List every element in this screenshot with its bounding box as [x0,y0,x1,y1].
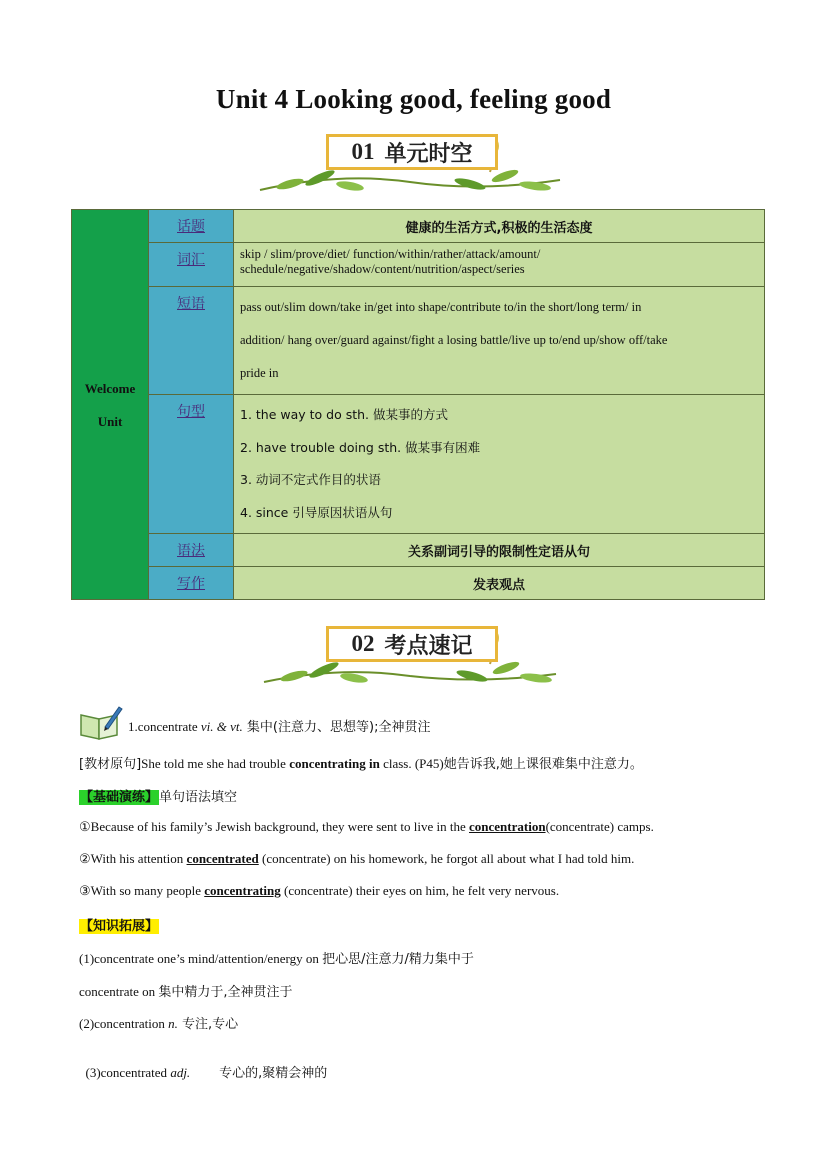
exercise-text: ②With his attention [79,851,187,866]
practice-heading [79,786,237,805]
banner-number: 02 [351,631,375,656]
entry-word: 1.concentrate [128,719,201,734]
entry-meaning: 集中(注意力、思想等);全神贯注 [242,720,431,735]
banner-text: 单元时空 [384,141,473,167]
expansion-meaning: 专注,专心 [177,1017,239,1032]
expansion-phrase: concentrate on [79,984,159,999]
row-content-vocabulary [234,243,765,287]
section-banner-key-points [250,624,570,692]
document-title: Unit 4 Looking good, feeling good [215,84,612,114]
phrase-line: pride in [240,366,279,380]
row-label-topic: 话题 [149,210,234,243]
entry-heading [128,716,430,735]
expansion-part-of-speech: n. [168,1016,178,1031]
expansion-part-of-speech: adj. [170,1065,191,1080]
pattern-line: 1. the way to do sth. 做某事的方式 [240,407,449,422]
row-label-vocabulary: 词汇 [149,243,234,287]
row-label-sentence-patterns: 句型 [149,395,234,534]
expansion-phrase: (1)concentrate one’s mind/attention/energy on [79,951,323,966]
banner-label [326,134,498,170]
vocab-line: skip / slim/prove/diet/ function/within/rather/attack/amount/ [240,247,541,261]
exercise-item [79,883,559,899]
row-label-grammar: 语法 [149,534,234,567]
book-pencil-icon [79,703,123,741]
row-content-sentence-patterns [234,395,765,534]
expansion-heading [79,915,159,934]
phrase-line: addition/ hang over/guard against/fight a losing battle/live up to/end up/show off/take [240,333,668,347]
phrase-line: pass out/slim down/take in/get into shape/contribute to/in the short/long term/ in [240,300,642,314]
banner-label [326,626,498,662]
exercise-answer: concentrated [186,851,259,866]
exercise-item [79,819,654,835]
row-content-grammar: 关系副词引导的限制性定语从句 [234,534,765,567]
expansion-item [79,981,293,1000]
row-content-topic: 健康的生活方式,积极的生活态度 [234,210,765,243]
unit-summary-table [71,209,765,600]
expansion-meaning: 专心的,聚精会神的 [190,1066,328,1081]
pattern-line: 3. 动词不定式作目的状语 [240,472,381,487]
banner-text: 考点速记 [384,633,473,659]
row-content-writing: 发表观点 [234,567,765,600]
source-text-end: class. (P45) [379,756,444,771]
exercise-text: (concentrate) their eyes on him, he felt very nervous. [280,883,560,898]
expansion-item [79,948,474,967]
expansion-phrase: (2)concentration [79,1016,169,1031]
expansion-meaning: 把心思/注意力/精力集中于 [322,952,474,967]
row-label-writing: 写作 [149,567,234,600]
row-content-phrases [234,287,765,395]
pattern-line: 2. have trouble doing sth. 做某事有困难 [240,439,481,455]
exercise-text: (concentrate) camps. [545,819,654,834]
expansion-item [79,1046,327,1081]
source-keyword: concentrating in [289,756,380,771]
unit-label-line2: Unit [97,413,123,429]
source-text: She told me she had trouble [141,756,290,771]
expansion-tag: 【知识拓展】 [80,919,159,934]
exercise-answer: concentrating [204,883,281,898]
exercise-text: ③With so many people [79,883,205,898]
vocab-line: schedule/negative/shadow/content/nutrition/aspect/series [240,262,525,276]
exercise-answer: concentration [469,819,546,834]
source-tag: [教材原句] [79,757,142,772]
unit-cell [72,210,149,600]
expansion-meaning: 集中精力于,全神贯注于 [158,985,293,1000]
exercise-text: (concentrate) on his homework, he forgot all about what I had told him. [258,851,635,866]
expansion-item [79,1013,238,1032]
pattern-line: 4. since 引导原因状语从句 [240,504,393,520]
entry-part-of-speech: vi. & vt. [200,719,243,734]
unit-label-line1: Welcome [84,380,136,396]
row-label-phrases: 短语 [149,287,234,395]
banner-number: 01 [351,139,375,164]
expansion-phrase: (3)concentrated [85,1065,171,1080]
exercise-item [79,851,634,867]
exercise-text: ①Because of his family’s Jewish background, they were sent to live in the [79,819,470,834]
source-translation: 她告诉我,她上课很难集中注意力。 [443,757,643,772]
textbook-sentence [79,753,643,772]
section-banner-unit-overview [250,132,570,200]
practice-title: 单句语法填空 [159,790,238,805]
practice-tag: 【基础演练】 [80,790,159,805]
